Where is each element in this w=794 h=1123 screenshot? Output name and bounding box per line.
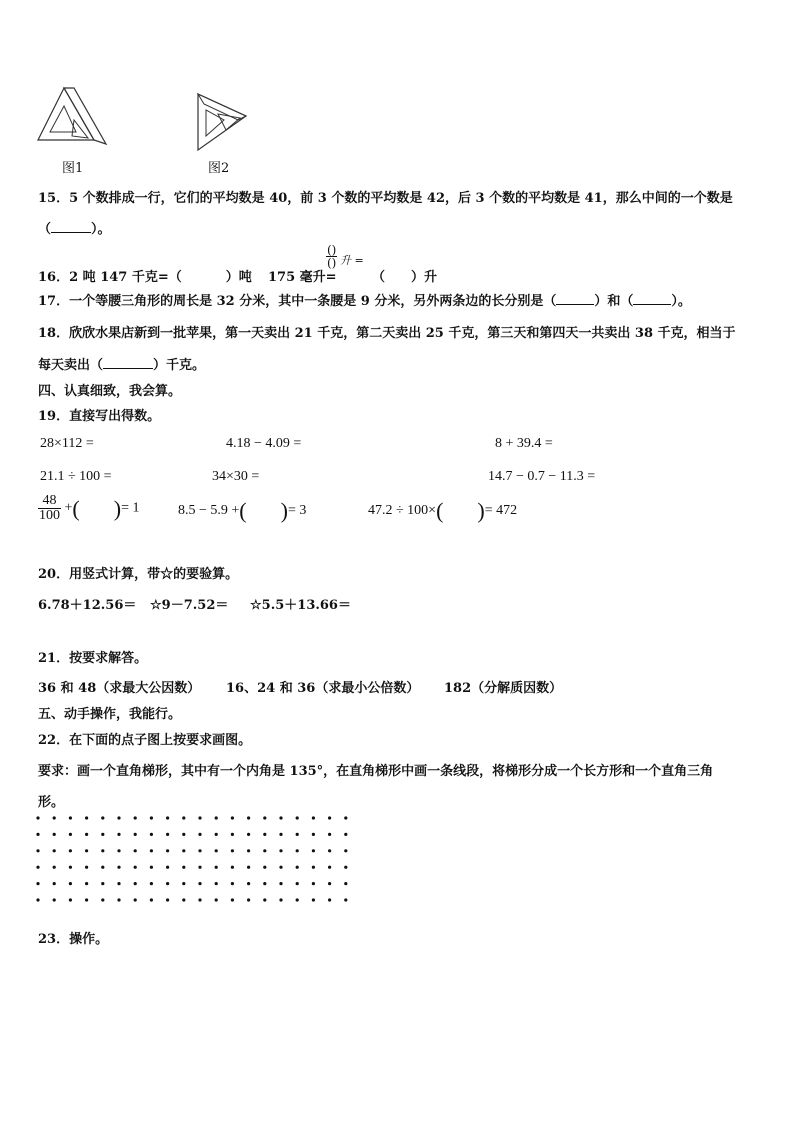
section-4-heading: 四、认真细致，我会算。 bbox=[38, 384, 182, 399]
grid-dot bbox=[215, 833, 218, 836]
grid-dot bbox=[117, 833, 120, 836]
q19-expr-6: 14.7 − 0.7 − 11.3 = bbox=[488, 469, 596, 484]
question-17-blank-1[interactable] bbox=[556, 292, 594, 305]
grid-dot bbox=[85, 866, 88, 869]
q20-item-2: ☆9－7.52＝ bbox=[150, 598, 229, 613]
grid-dot bbox=[101, 866, 104, 869]
section-5-heading: 五、动手操作，我能行。 bbox=[38, 707, 182, 722]
grid-dot bbox=[134, 816, 137, 819]
grid-dot bbox=[279, 882, 282, 885]
grid-dot bbox=[117, 882, 120, 885]
grid-dot bbox=[231, 816, 234, 819]
grid-dot bbox=[263, 882, 266, 885]
figure-2-triangle-rulers bbox=[190, 90, 260, 156]
question-16-part-1: 16．2 吨 147 千克=（ ）吨 bbox=[38, 270, 252, 285]
q21-item-2: 16、24 和 36（求最小公倍数） bbox=[226, 681, 420, 696]
grid-dot bbox=[344, 816, 347, 819]
grid-dot bbox=[296, 882, 299, 885]
q20-item-1: 6.78＋12.56＝ bbox=[38, 598, 137, 613]
grid-dot bbox=[344, 898, 347, 901]
grid-dot bbox=[344, 849, 347, 852]
grid-dot bbox=[215, 882, 218, 885]
question-16-fraction-unit: 升 = bbox=[340, 254, 364, 267]
grid-dot bbox=[36, 849, 39, 852]
question-16-fraction: () () bbox=[327, 243, 337, 270]
grid-dot bbox=[166, 833, 169, 836]
question-17-blank-2[interactable] bbox=[633, 292, 671, 305]
grid-dot bbox=[182, 849, 185, 852]
question-15-text: 15．5 个数排成一行，它们的平均数是 40，前 3 个数的平均数是 42，后 3 个数的平均数是 41，那么中间的一个数是 bbox=[38, 191, 733, 206]
grid-dot bbox=[215, 849, 218, 852]
q19-expr-7: $\frac{48}{100}$ +( )= 1 bbox=[39, 493, 140, 523]
grid-dot bbox=[198, 882, 201, 885]
grid-dot bbox=[328, 898, 331, 901]
question-22-title: 22．在下面的点子图上按要求画图。 bbox=[38, 733, 252, 748]
grid-dot bbox=[85, 882, 88, 885]
grid-dot bbox=[36, 833, 39, 836]
grid-dot bbox=[85, 816, 88, 819]
grid-dot bbox=[231, 833, 234, 836]
grid-dot bbox=[36, 816, 39, 819]
grid-dot bbox=[328, 849, 331, 852]
grid-dot bbox=[53, 833, 56, 836]
grid-dot bbox=[279, 898, 282, 901]
grid-dot bbox=[247, 833, 250, 836]
grid-dot bbox=[312, 882, 315, 885]
grid-dot bbox=[69, 849, 72, 852]
grid-dot bbox=[263, 849, 266, 852]
grid-dot bbox=[182, 898, 185, 901]
grid-dot bbox=[247, 898, 250, 901]
figure-1-label: 图1 bbox=[62, 161, 84, 176]
grid-dot bbox=[134, 833, 137, 836]
figure-1-triangle-rulers bbox=[34, 84, 114, 154]
grid-dot bbox=[231, 882, 234, 885]
grid-dot bbox=[296, 898, 299, 901]
grid-dot bbox=[150, 882, 153, 885]
q20-item-3: ☆5.5＋13.66＝ bbox=[250, 598, 351, 613]
question-23-title: 23．操作。 bbox=[38, 932, 109, 947]
question-20-title: 20．用竖式计算，带☆的要验算。 bbox=[38, 567, 239, 582]
grid-dot bbox=[53, 898, 56, 901]
grid-dot bbox=[247, 849, 250, 852]
grid-dot bbox=[312, 833, 315, 836]
q19-expr-1: 28×112 = bbox=[40, 436, 94, 451]
grid-dot bbox=[36, 866, 39, 869]
grid-dot bbox=[69, 898, 72, 901]
grid-dot bbox=[198, 898, 201, 901]
grid-dot bbox=[279, 866, 282, 869]
grid-dot bbox=[69, 866, 72, 869]
grid-dot bbox=[328, 866, 331, 869]
question-15-answer-line: （ ）。 bbox=[38, 222, 111, 237]
figure-2-label: 图2 bbox=[208, 161, 230, 176]
grid-dot bbox=[312, 866, 315, 869]
q19-expr-4: 21.1 ÷ 100 = bbox=[40, 469, 112, 484]
grid-dot bbox=[166, 882, 169, 885]
grid-dot bbox=[101, 882, 104, 885]
grid-dot bbox=[279, 816, 282, 819]
question-19-title: 19．直接写出得数。 bbox=[38, 409, 161, 424]
grid-dot bbox=[150, 833, 153, 836]
grid-dot bbox=[344, 882, 347, 885]
grid-dot bbox=[198, 833, 201, 836]
grid-dot bbox=[134, 866, 137, 869]
grid-dot bbox=[182, 866, 185, 869]
grid-dot bbox=[134, 849, 137, 852]
grid-dot bbox=[296, 833, 299, 836]
question-18-answer-line: 每天卖出（ ）千克。 bbox=[38, 358, 206, 373]
grid-dot bbox=[53, 882, 56, 885]
grid-dot bbox=[296, 866, 299, 869]
grid-dot bbox=[117, 866, 120, 869]
grid-dot bbox=[247, 882, 250, 885]
question-18-blank[interactable] bbox=[103, 356, 153, 369]
grid-dot bbox=[263, 866, 266, 869]
grid-dot bbox=[134, 882, 137, 885]
grid-dot bbox=[166, 898, 169, 901]
grid-dot bbox=[231, 849, 234, 852]
grid-dot bbox=[215, 816, 218, 819]
question-16-part-2: 175 毫升= bbox=[268, 270, 337, 285]
grid-dot bbox=[69, 816, 72, 819]
grid-dot bbox=[231, 898, 234, 901]
grid-dot bbox=[53, 866, 56, 869]
grid-dot bbox=[296, 849, 299, 852]
question-22-requirement-cont: 形。 bbox=[38, 795, 65, 810]
grid-dot bbox=[101, 898, 104, 901]
grid-dot bbox=[328, 833, 331, 836]
grid-dot bbox=[328, 816, 331, 819]
q19-expr-8: 8.5 − 5.9 +( )= 3 bbox=[178, 498, 307, 523]
grid-dot bbox=[36, 898, 39, 901]
grid-dot bbox=[166, 816, 169, 819]
question-17-text: 17．一个等腰三角形的周长是 32 分米，其中一条腰是 9 分米，另外两条边的长分别是（ ）和（ ）。 bbox=[38, 294, 691, 309]
grid-dot bbox=[101, 849, 104, 852]
grid-dot bbox=[312, 816, 315, 819]
question-16-part-2-end: （ ）升 bbox=[372, 270, 438, 285]
grid-dot bbox=[117, 898, 120, 901]
q19-expr-5: 34×30 = bbox=[212, 469, 260, 484]
grid-dot bbox=[53, 849, 56, 852]
grid-dot bbox=[263, 833, 266, 836]
grid-dot bbox=[182, 816, 185, 819]
grid-dot bbox=[247, 866, 250, 869]
grid-dot bbox=[279, 833, 282, 836]
grid-dot bbox=[312, 849, 315, 852]
q21-item-1: 36 和 48（求最大公因数） bbox=[38, 681, 201, 696]
grid-dot bbox=[85, 898, 88, 901]
grid-dot bbox=[328, 882, 331, 885]
grid-dot bbox=[263, 898, 266, 901]
grid-dot bbox=[36, 882, 39, 885]
grid-dot bbox=[344, 833, 347, 836]
grid-dot bbox=[134, 898, 137, 901]
grid-dot bbox=[117, 816, 120, 819]
grid-dot bbox=[182, 882, 185, 885]
grid-dot bbox=[198, 816, 201, 819]
grid-dot bbox=[150, 816, 153, 819]
q19-fraction-48-100: $\frac{48}{100}$ bbox=[39, 493, 60, 523]
grid-dot bbox=[279, 849, 282, 852]
grid-dot bbox=[263, 816, 266, 819]
grid-dot bbox=[101, 833, 104, 836]
grid-dot bbox=[150, 866, 153, 869]
grid-dot bbox=[247, 816, 250, 819]
grid-dot bbox=[69, 882, 72, 885]
dot-grid-drawing-area[interactable] bbox=[32, 812, 356, 918]
grid-dot bbox=[344, 866, 347, 869]
grid-dot bbox=[85, 833, 88, 836]
grid-dot bbox=[312, 898, 315, 901]
question-21-title: 21．按要求解答。 bbox=[38, 651, 148, 666]
grid-dot bbox=[117, 849, 120, 852]
q19-expr-9: 47.2 ÷ 100×( )= 472 bbox=[368, 498, 518, 523]
question-18-text: 18．欣欣水果店新到一批苹果，第一天卖出 21 千克，第二天卖出 25 千克，第三天和第四天一共卖出 38 千克，相当于 bbox=[38, 326, 736, 341]
grid-dot bbox=[215, 866, 218, 869]
question-22-requirement: 要求：画一个直角梯形，其中有一个内角是 135°，在直角梯形中画一条线段，将梯形分成一个长方形和一个直角三角 bbox=[38, 764, 714, 779]
grid-dot bbox=[150, 849, 153, 852]
grid-dot bbox=[198, 866, 201, 869]
grid-dot bbox=[231, 866, 234, 869]
grid-dot bbox=[182, 833, 185, 836]
grid-dot bbox=[101, 816, 104, 819]
grid-dot bbox=[69, 833, 72, 836]
grid-dot bbox=[85, 849, 88, 852]
q19-expr-2: 4.18 − 4.09 = bbox=[226, 436, 302, 451]
grid-dot bbox=[198, 849, 201, 852]
grid-dot bbox=[166, 866, 169, 869]
grid-dot bbox=[53, 816, 56, 819]
question-15-blank[interactable] bbox=[51, 220, 91, 233]
grid-dot bbox=[150, 898, 153, 901]
grid-dot bbox=[215, 898, 218, 901]
q21-item-3: 182（分解质因数） bbox=[444, 681, 563, 696]
grid-dot bbox=[296, 816, 299, 819]
q19-expr-3: 8 + 39.4 = bbox=[495, 436, 553, 451]
grid-dot bbox=[166, 849, 169, 852]
